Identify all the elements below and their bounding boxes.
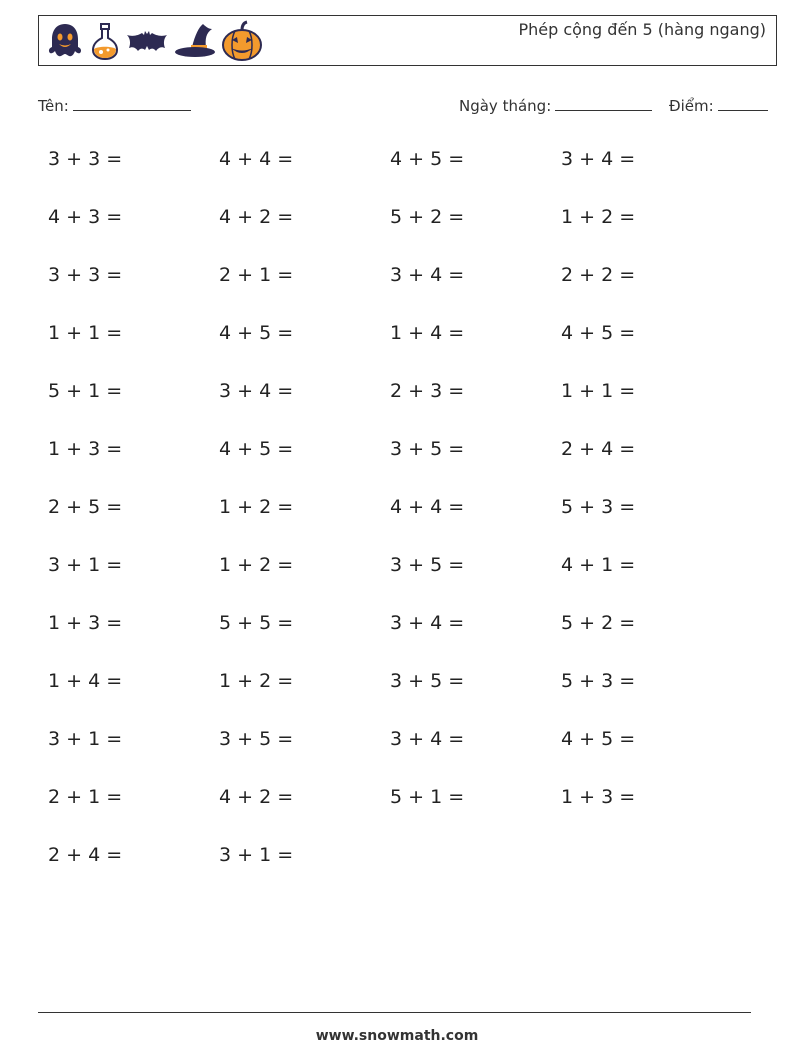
problem-item: 3 + 3 = [48, 264, 123, 286]
problem-item: 5 + 5 = [219, 612, 294, 634]
name-blank[interactable] [73, 95, 191, 111]
problem-item: 4 + 1 = [561, 554, 636, 576]
name-field [38, 95, 191, 115]
problem-item: 4 + 2 = [219, 206, 294, 228]
score-label: Điểm: [669, 97, 714, 115]
footer-divider [38, 1012, 751, 1013]
problem-item: 3 + 5 = [390, 438, 465, 460]
problem-item: 1 + 2 = [219, 670, 294, 692]
problem-item: 4 + 5 = [219, 438, 294, 460]
problem-item: 5 + 2 = [561, 612, 636, 634]
problem-item: 1 + 3 = [48, 438, 123, 460]
problem-item: 3 + 3 = [48, 148, 123, 170]
problem-item: 3 + 1 = [48, 554, 123, 576]
date-field [459, 95, 652, 115]
problem-item: 4 + 4 = [390, 496, 465, 518]
problem-item: 3 + 1 = [48, 728, 123, 750]
witch-hat-icon [173, 21, 217, 61]
problem-item: 2 + 3 = [390, 380, 465, 402]
problem-item: 1 + 3 = [48, 612, 123, 634]
problem-item: 4 + 2 = [219, 786, 294, 808]
problem-item: 5 + 3 = [561, 670, 636, 692]
problem-item: 4 + 5 = [561, 728, 636, 750]
problem-item: 1 + 2 = [561, 206, 636, 228]
problem-item: 3 + 5 = [390, 670, 465, 692]
worksheet-title: Phép cộng đến 5 (hàng ngang) [518, 20, 766, 39]
footer-website: www.snowmath.com [315, 1028, 479, 1044]
score-field [669, 95, 768, 115]
problem-item: 1 + 1 = [48, 322, 123, 344]
problem-item: 4 + 5 = [390, 148, 465, 170]
problem-item: 3 + 1 = [219, 844, 294, 866]
problem-item: 4 + 3 = [48, 206, 123, 228]
problem-item: 2 + 1 = [219, 264, 294, 286]
ghost-icon [45, 21, 85, 61]
bat-icon [125, 21, 169, 61]
name-label: Tên: [38, 97, 69, 115]
problem-item: 1 + 1 = [561, 380, 636, 402]
problem-item: 5 + 1 = [48, 380, 123, 402]
problem-item: 4 + 4 = [219, 148, 294, 170]
problem-item: 3 + 4 = [219, 380, 294, 402]
problem-item: 1 + 2 = [219, 496, 294, 518]
potion-icon [89, 21, 121, 61]
problem-item: 3 + 4 = [390, 612, 465, 634]
problem-item: 4 + 5 = [561, 322, 636, 344]
date-blank[interactable] [555, 95, 652, 111]
problem-item: 2 + 1 = [48, 786, 123, 808]
problem-item: 1 + 3 = [561, 786, 636, 808]
problem-item: 1 + 2 = [219, 554, 294, 576]
problem-item: 2 + 4 = [561, 438, 636, 460]
problem-item: 1 + 4 = [48, 670, 123, 692]
problem-item: 3 + 4 = [390, 728, 465, 750]
problem-item: 2 + 2 = [561, 264, 636, 286]
problem-item: 3 + 5 = [219, 728, 294, 750]
score-blank[interactable] [718, 95, 768, 111]
problem-item: 5 + 3 = [561, 496, 636, 518]
problem-item: 2 + 5 = [48, 496, 123, 518]
worksheet-header [38, 15, 777, 66]
problem-item: 4 + 5 = [219, 322, 294, 344]
problem-item: 3 + 4 = [390, 264, 465, 286]
problem-item: 5 + 1 = [390, 786, 465, 808]
problem-item: 1 + 4 = [390, 322, 465, 344]
problem-item: 3 + 5 = [390, 554, 465, 576]
problem-item: 3 + 4 = [561, 148, 636, 170]
pumpkin-icon [221, 20, 263, 62]
halloween-icons [45, 20, 267, 62]
problem-item: 5 + 2 = [390, 206, 465, 228]
problem-item: 2 + 4 = [48, 844, 123, 866]
date-label: Ngày tháng: [459, 97, 552, 115]
